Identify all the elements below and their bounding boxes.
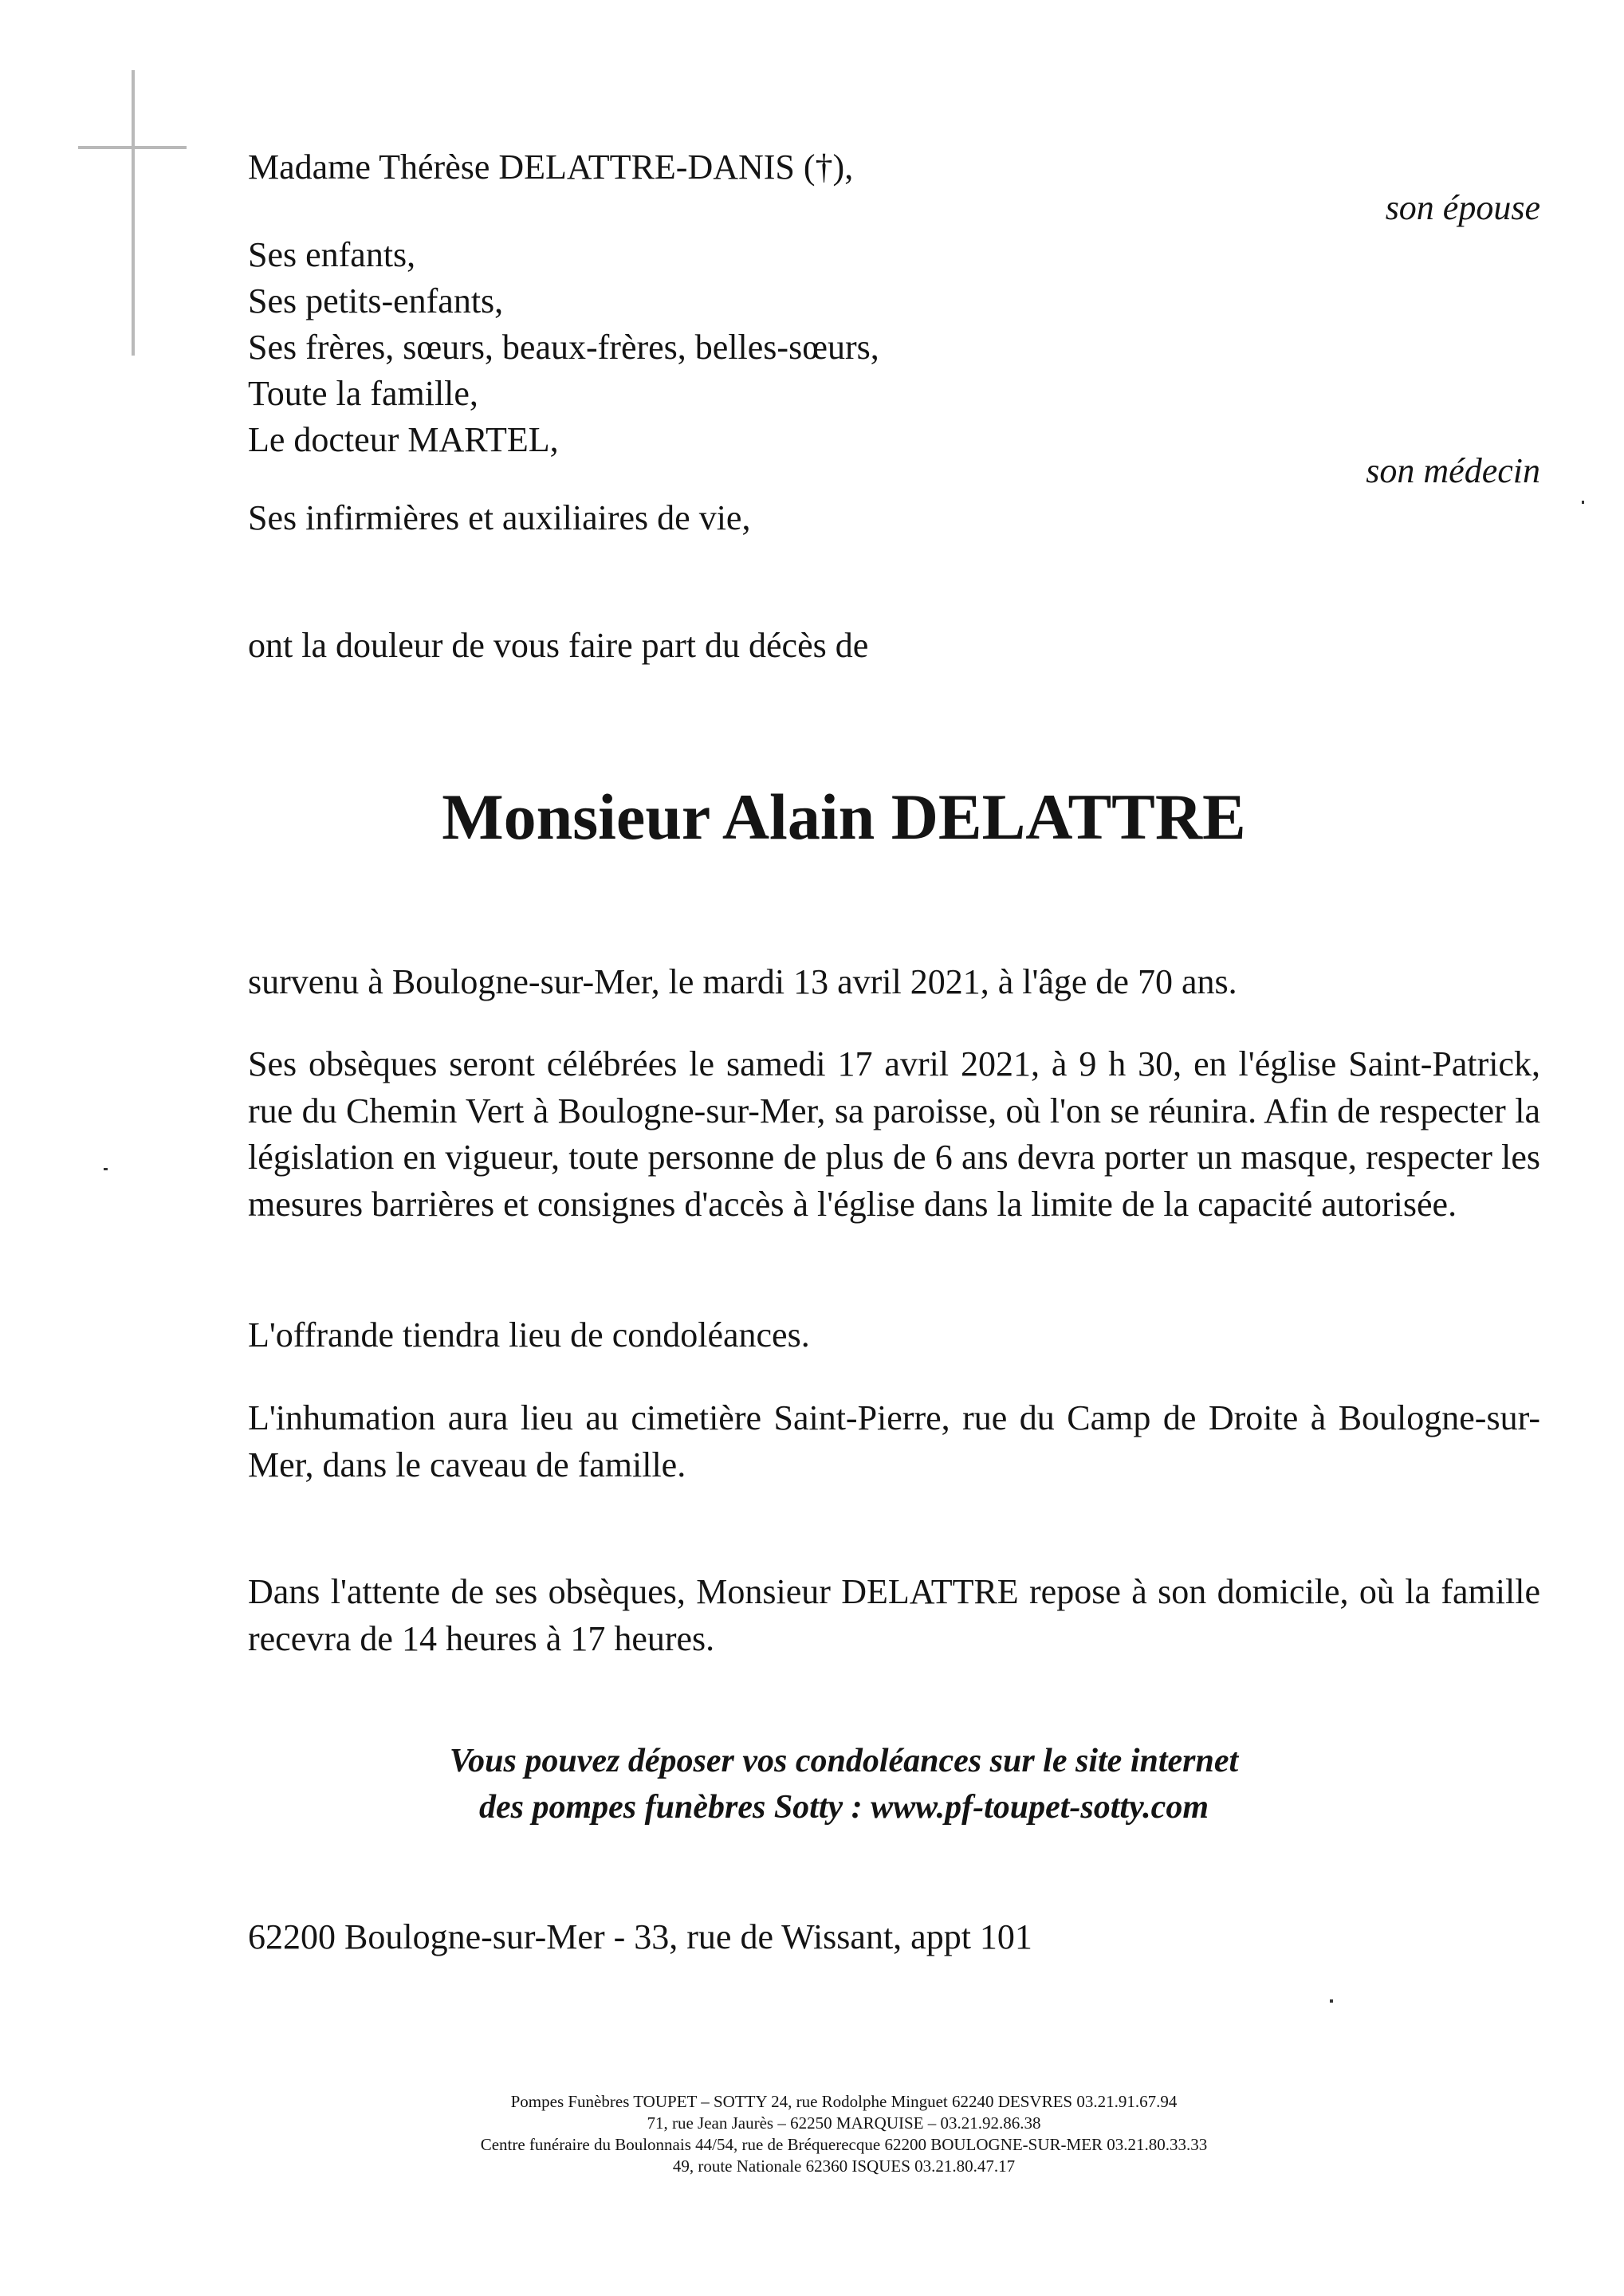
scan-speck [1582, 501, 1584, 504]
children-line: Ses enfants, [248, 235, 416, 274]
footer-line-3: Centre funéraire du Boulonnais 44/54, rue de Bréquerecque 62200 BOULOGNE-SUR-MER 03.21.80.33.33 [480, 2135, 1208, 2154]
condolences-line-2: des pompes funèbres Sotty : www.pf-toupet-sotty.com [479, 1789, 1209, 1826]
nurses-line: Ses infirmières et auxiliaires de vie, [248, 498, 751, 537]
family-line: Toute la famille, [248, 374, 478, 413]
footer-line-1: Pompes Funèbres TOUPET – SOTTY 24, rue Rodolphe Minguet 62240 DESVRES 03.21.91.67.94 [510, 2092, 1178, 2111]
cross-icon-horizontal [78, 146, 187, 149]
grandchildren-line: Ses petits-enfants, [248, 281, 504, 320]
visitation-paragraph: Dans l'attente de ses obsèques, Monsieur DELATTRE repose à son domicile, où la famille recevra de 14 heures à 17 heures. [248, 1572, 1540, 1658]
spouse-role: son épouse [1385, 188, 1540, 227]
funeral-paragraph: Ses obsèques seront célébrées le samedi 17 avril 2021, à 9 h 30, en l'église Saint-Patrick, rue du Chemin Vert à Boulogne-sur-Mer, sa paroisse, où l'on se réunira. Afin de respecter la législation en vigueur, toute personne de plus de 6 ans devra porter un masque, respecter les mesures barrières et consignes d'accès à l'église dans la limite de la capacité autorisée. [248, 1044, 1540, 1224]
burial-paragraph: L'inhumation aura lieu au cimetière Saint-Pierre, rue du Camp de Droite à Boulogne-sur-Mer, dans le caveau de famille. [248, 1398, 1540, 1484]
death-paragraph: survenu à Boulogne-sur-Mer, le mardi 13 avril 2021, à l'âge de 70 ans. [248, 962, 1237, 1001]
siblings-line: Ses frères, sœurs, beaux-frères, belles-sœurs, [248, 328, 879, 367]
footer-line-4: 49, route Nationale 62360 ISQUES 03.21.80.47.17 [672, 2156, 1016, 2176]
spouse-line: Madame Thérèse DELATTRE-DANIS (†), [248, 147, 854, 187]
cross-icon-vertical [132, 70, 135, 356]
announcement-line: ont la douleur de vous faire part du décès de [248, 626, 869, 665]
footer-line-2: 71, rue Jean Jaurès – 62250 MARQUISE – 03.21.92.86.38 [647, 2113, 1041, 2133]
address-line: 62200 Boulogne-sur-Mer - 33, rue de Wissant, appt 101 [248, 1917, 1032, 1956]
scan-speck [1330, 1999, 1333, 2003]
condolences-line-1: Vous pouvez déposer vos condoléances sur le site internet [449, 1743, 1239, 1779]
scan-speck [104, 1168, 108, 1170]
deceased-name: Monsieur Alain DELATTRE [442, 780, 1246, 853]
doctor-line: Le docteur MARTEL, [248, 420, 559, 459]
doctor-role: son médecin [1366, 451, 1540, 490]
offering-paragraph: L'offrande tiendra lieu de condoléances. [248, 1315, 810, 1354]
